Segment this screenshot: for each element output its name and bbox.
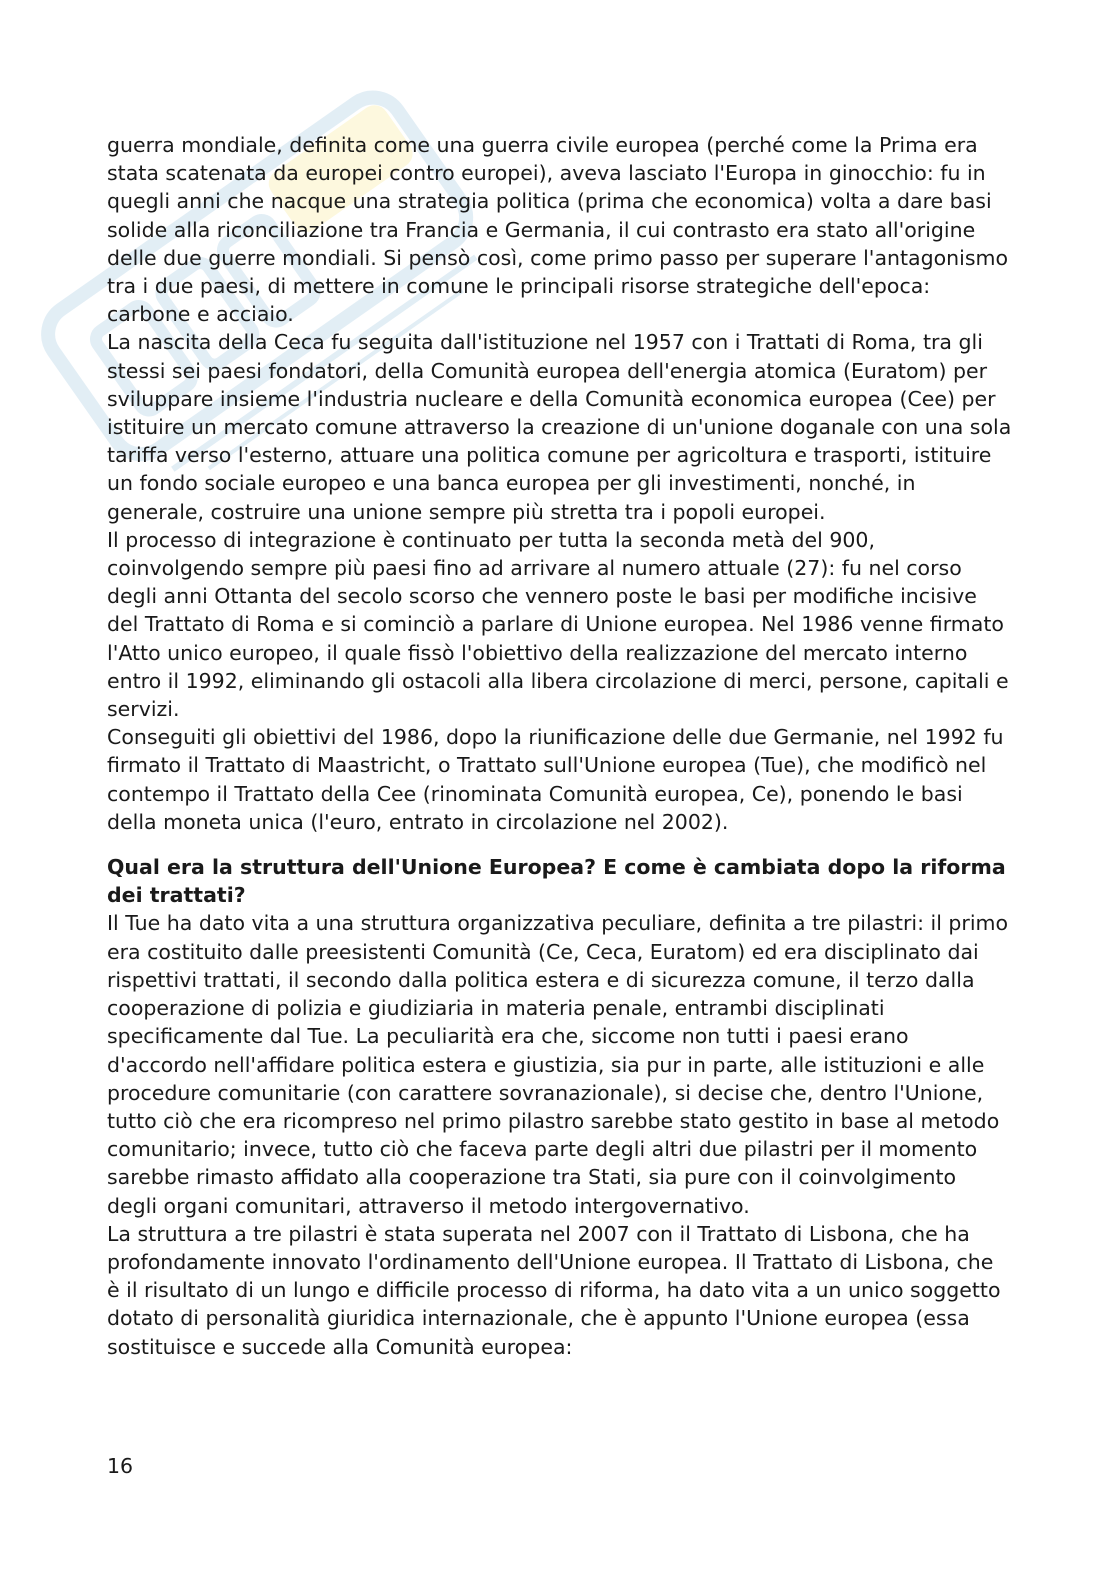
document-body [107, 131, 1012, 1361]
section-heading: Qual era la struttura dell'Unione Europea? E come è cambiata dopo la riforma dei trattati? [107, 855, 1006, 908]
paragraph: Conseguiti gli obiettivi del 1986, dopo la riunificazione delle due Germanie, nel 1992 fu firmato il Trattato di Maastricht, o Trattato sull'Unione europea (Tue), che modificò nel contempo il Trattato della Cee (rinominata Comunità europea, Ce), ponendo le basi della moneta unica (l'euro, entrato in circolazione nel 2002). [107, 725, 1004, 834]
paragraph: Il processo di integrazione è continuato per tutta la seconda metà del 900, coinvolgendo sempre più paesi fino ad arrivare al numero attuale (27): fu nel corso degli anni Ottanta del secolo scorso che vennero poste le basi per modifiche incisive del Trattato di Roma e si cominciò a parlare di Unione europea. Nel 1986 venne firmato l'Atto unico europeo, il quale fissò l'obiettivo della realizzazione del mercato interno entro il 1992, eliminando gli ostacoli alla libera circolazione di merci, persone, capitali e servizi. [107, 527, 1009, 722]
paragraph: La struttura a tre pilastri è stata superata nel 2007 con il Trattato di Lisbona, che ha profondamente innovato l'ordinamento dell'Unione europea. Il Trattato di Lisbona, che è il risultato di un lungo e difficile processo di riforma, ha dato vita a un unico soggetto dotato di personalità giuridica internazionale, che è appunto l'Unione europea (essa sostituisce e succede alla Comunità europea: [107, 1221, 1001, 1359]
paragraph: Il Tue ha dato vita a una struttura organizzativa peculiare, definita a tre pilastri: il primo era costituito dalle preesistenti Comunità (Ce, Ceca, Euratom) ed era disciplinato dai rispettivi trattati, il secondo dalla politica estera e di sicurezza comune, il terzo dalla cooperazione di polizia e giudiziaria in materia penale, entrambi disciplinati specificamente dal Tue. La peculiarità era che, siccome non tutti i paesi erano d'accordo nell'affidare politica estera e giustizia, sia pur in parte, alle istituzioni e alle procedure comunitarie (con carattere sovranazionale), si decise che, dentro l'Unione, tutto ciò che era ricompreso nel primo pilastro sarebbe stato gestito in base al metodo comunitario; invece, tutto ciò che faceva parte degli altri due pilastri per il momento sarebbe rimasto affidato alla cooperazione tra Stati, sia pure con il coinvolgimento degli organi comunitari, attraverso il metodo intergovernativo. [107, 911, 1009, 1218]
paragraph: La nascita della Ceca fu seguita dall'istituzione nel 1957 con i Trattati di Roma, tra gli stessi sei paesi fondatori, della Comunità europea dell'energia atomica (Euratom) per sviluppare insieme l'industria nucleare e della Comunità economica europea (Cee) per istituire un mercato comune attraverso la creazione di un'unione doganale con una sola tariffa verso l'esterno, attuare una politica comune per agricoltura e trasporti, istituire un fondo sociale europeo e una banca europea per gli investimenti, nonché, in generale, costruire una unione sempre più stretta tra i popoli europei. [107, 330, 1012, 524]
page-number: 16 [107, 1454, 134, 1478]
paragraph: guerra mondiale, definita come una guerra civile europea (perché come la Prima era stata scatenata da europei contro europei), aveva lasciato l'Europa in ginocchio: fu in quegli anni che nacque una strategia politica (prima che economica) volta a dare basi solide alla riconciliazione tra Francia e Germania, il cui contrasto era stato all'origine delle due guerre mondiali. Si pensò così, come primo passo per superare l'antagonismo tra i due paesi, di mettere in comune le principali risorse strategiche dell'epoca: carbone e acciaio. [107, 133, 1009, 327]
